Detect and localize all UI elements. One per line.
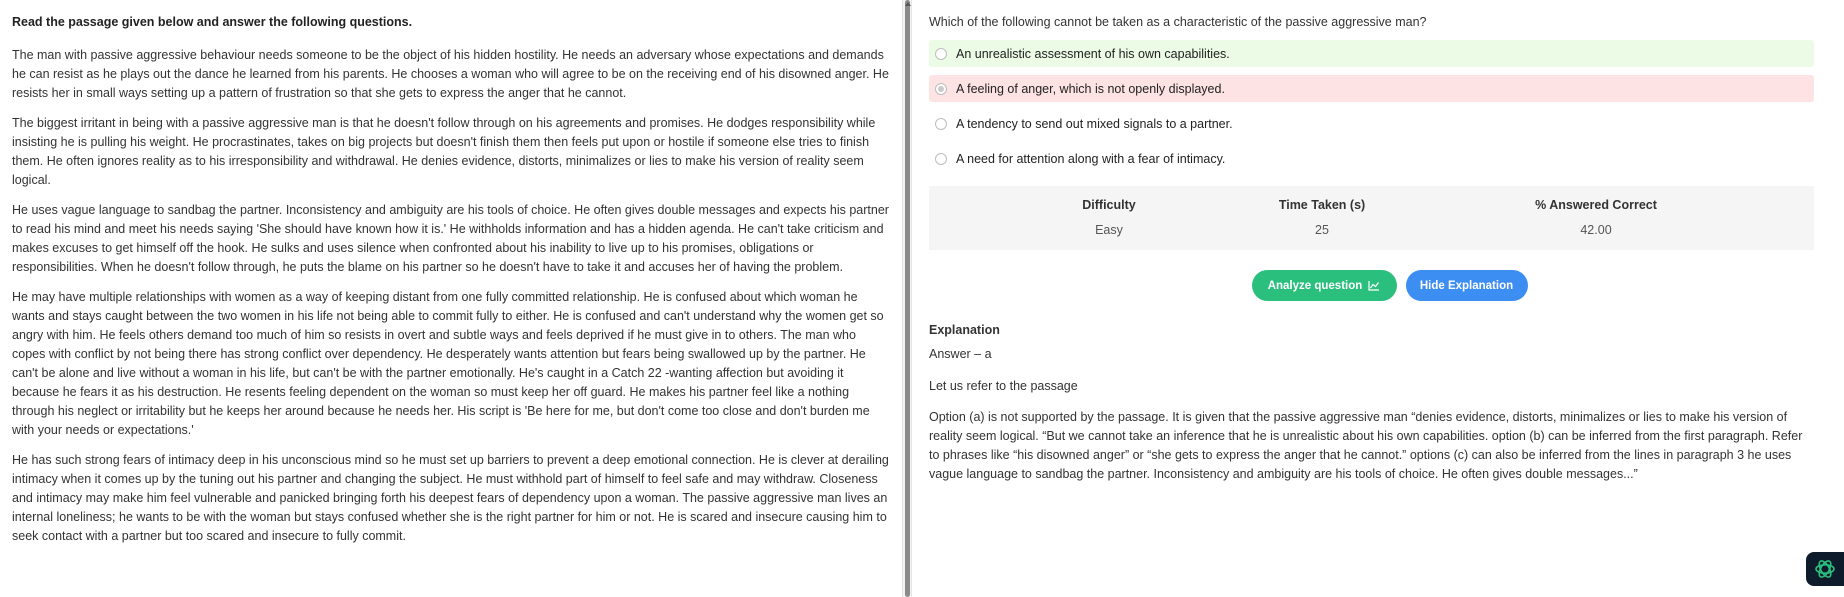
stat-time-taken — [1222, 197, 1422, 238]
option-b-label: A feeling of anger, which is not openly displayed. — [956, 81, 1225, 96]
radio-d[interactable] — [935, 153, 947, 165]
radio-c[interactable] — [935, 118, 947, 130]
question-stats — [929, 186, 1814, 250]
action-buttons — [929, 270, 1814, 301]
option-a[interactable] — [929, 40, 1814, 67]
explanation-answer: Answer – a — [929, 347, 992, 361]
passage-paragraph-1: The man with passive aggressive behaviour needs someone to be the object of his hidden hostility. He needs an adversary whose expectations and demands he can resist as he plays out the dance he learned from his parents. He chooses a woman who will agree to be on the receiving end of his disowned anger. He resists her in small ways setting up a pattern of frustration so that she gets to express the anger that he cannot. — [12, 48, 889, 100]
option-b[interactable] — [929, 75, 1814, 102]
option-d-label: A need for attention along with a fear of intimacy. — [956, 151, 1226, 166]
stat-correct-label: % Answered Correct — [1535, 198, 1657, 212]
scroll-up-arrow-icon[interactable] — [905, 2, 911, 6]
passage-instructions: Read the passage given below and answer the following questions. — [12, 15, 413, 29]
scrollbar-thumb[interactable] — [905, 0, 910, 597]
option-d[interactable] — [929, 145, 1814, 172]
passage-paragraph-4: He may have multiple relationships with women as a way of keeping distant from one fully committed relationship. He is confused about which woman he wants and stays caught between the two women in his life not being able to commit fully to either. He is confused and can't understand why the women get so angry with him. He feels others demand too much of him so resists in overt and subtle ways and feels deprived if he must give in to others. The man who copes with conflict by not being there has strong conflict over dependency. He desperately wants attention but fears being swallowed up by the partner. He can't be alone and live without a woman in his life, but can't be with the partner emotionally. He's caught in a Catch 22 -wanting affection but avoiding it because he fears it as his destruction. He resents feeling dependent on the woman so must keep her off guard. He makes his partner feel like a nothing through his neglect or irritability but he keeps her around because he needs her. His script is 'Be here for me, but don't come too close and don't burden me with your needs or expectations.' — [12, 290, 884, 437]
stat-time-label: Time Taken (s) — [1278, 198, 1366, 212]
stat-correct-value: 42.00 — [1580, 223, 1612, 237]
openai-logo-icon — [1813, 557, 1837, 581]
stat-percent-correct — [1496, 197, 1696, 238]
analyze-question-label: Analyze question — [1267, 279, 1363, 292]
passage-pane — [0, 0, 902, 597]
option-c[interactable] — [929, 110, 1814, 137]
passage-paragraph-5: He has such strong fears of intimacy deep in his unconscious mind so he must set up barriers to prevent a deep emotional connection. He is clever at derailing intimacy when it comes up by the tuning out his partner and changing the subject. He must withhold part of himself to feel safe and may withdraw. Closeness and intimacy may make him feel vulnerable and panicked bringing forth his deepest fears of dependency upon a woman. The passive aggressive man lives an internal loneliness; he wants to be with the woman but stays confused whether she is the right partner for him or not. He is scared and insecure causing him to seek contact with a partner but too scared and insecure to fully commit. — [12, 453, 889, 543]
stat-time-value: 25 — [1315, 223, 1329, 237]
explanation-section — [929, 322, 1814, 484]
passage-paragraph-3: He uses vague language to sandbag the partner. Inconsistency and ambiguity are his tools of choice. He often gives double messages and expects his partner to read his mind and meet his needs saying 'She should have known how it is.' He withholds information and has a hidden agenda. He can't take criticism and makes excuses to get himself off the hook. He sulks and uses silence when confronted about his inability to live up to his promises, obligations or responsibilities. When he doesn't follow through, he puts the blame on his partner so he doesn't have to take it and accuses her of having the problem. — [12, 203, 889, 274]
option-c-label: A tendency to send out mixed signals to a partner. — [956, 116, 1233, 131]
radio-a[interactable] — [935, 48, 947, 60]
stat-difficulty-label: Difficulty — [1082, 198, 1136, 212]
question-text: Which of the following cannot be taken as a characteristic of the passive aggressive man? — [929, 15, 1427, 29]
explanation-body: Option (a) is not supported by the passage. It is given that the passive aggressive man “denies evidence, distorts, minimalizes or lies to make his version of reality seem logical. “But we cannot take an inference that he is unrealistic about his own capabilities. option (b) can be inferred from the first paragraph. Refer to phrases like “his disowned anger” or “she gets to express the anger that he cannot.” options (c) can also be inferred from the lines in paragraph 3 he uses vague language to sandbag the partner. Inconsistency and ambiguity are his tools of choice. He often gives double messages...” — [929, 410, 1803, 481]
explanation-title: Explanation — [929, 323, 1000, 337]
pane-scrollbar[interactable] — [902, 0, 912, 597]
explanation-intro: Let us refer to the passage — [929, 379, 1078, 393]
stat-difficulty — [1009, 197, 1209, 238]
stat-difficulty-value: Easy — [1095, 223, 1123, 237]
radio-b[interactable] — [935, 83, 947, 95]
question-pane — [912, 0, 1844, 597]
analyze-question-button[interactable] — [1252, 270, 1397, 301]
passage-paragraph-2: The biggest irritant in being with a passive aggressive man is that he doesn't follow through on his agreements and promises. He dodges responsibility while insisting he is pulling his weight. He procrastinates, takes on big projects but doesn't finish them then feels put upon or hostile if someone else tries to finish them. He often ignores reality as to his irresponsibility and withdrawal. He denies evidence, distorts, minimalizes or lies to make his version of reality seem logical. — [12, 116, 876, 187]
ai-assistant-button[interactable] — [1806, 552, 1844, 586]
chart-line-icon — [1368, 280, 1380, 291]
option-a-label: An unrealistic assessment of his own capabilities. — [956, 46, 1230, 61]
hide-explanation-button[interactable]: Hide Explanation — [1406, 270, 1528, 301]
